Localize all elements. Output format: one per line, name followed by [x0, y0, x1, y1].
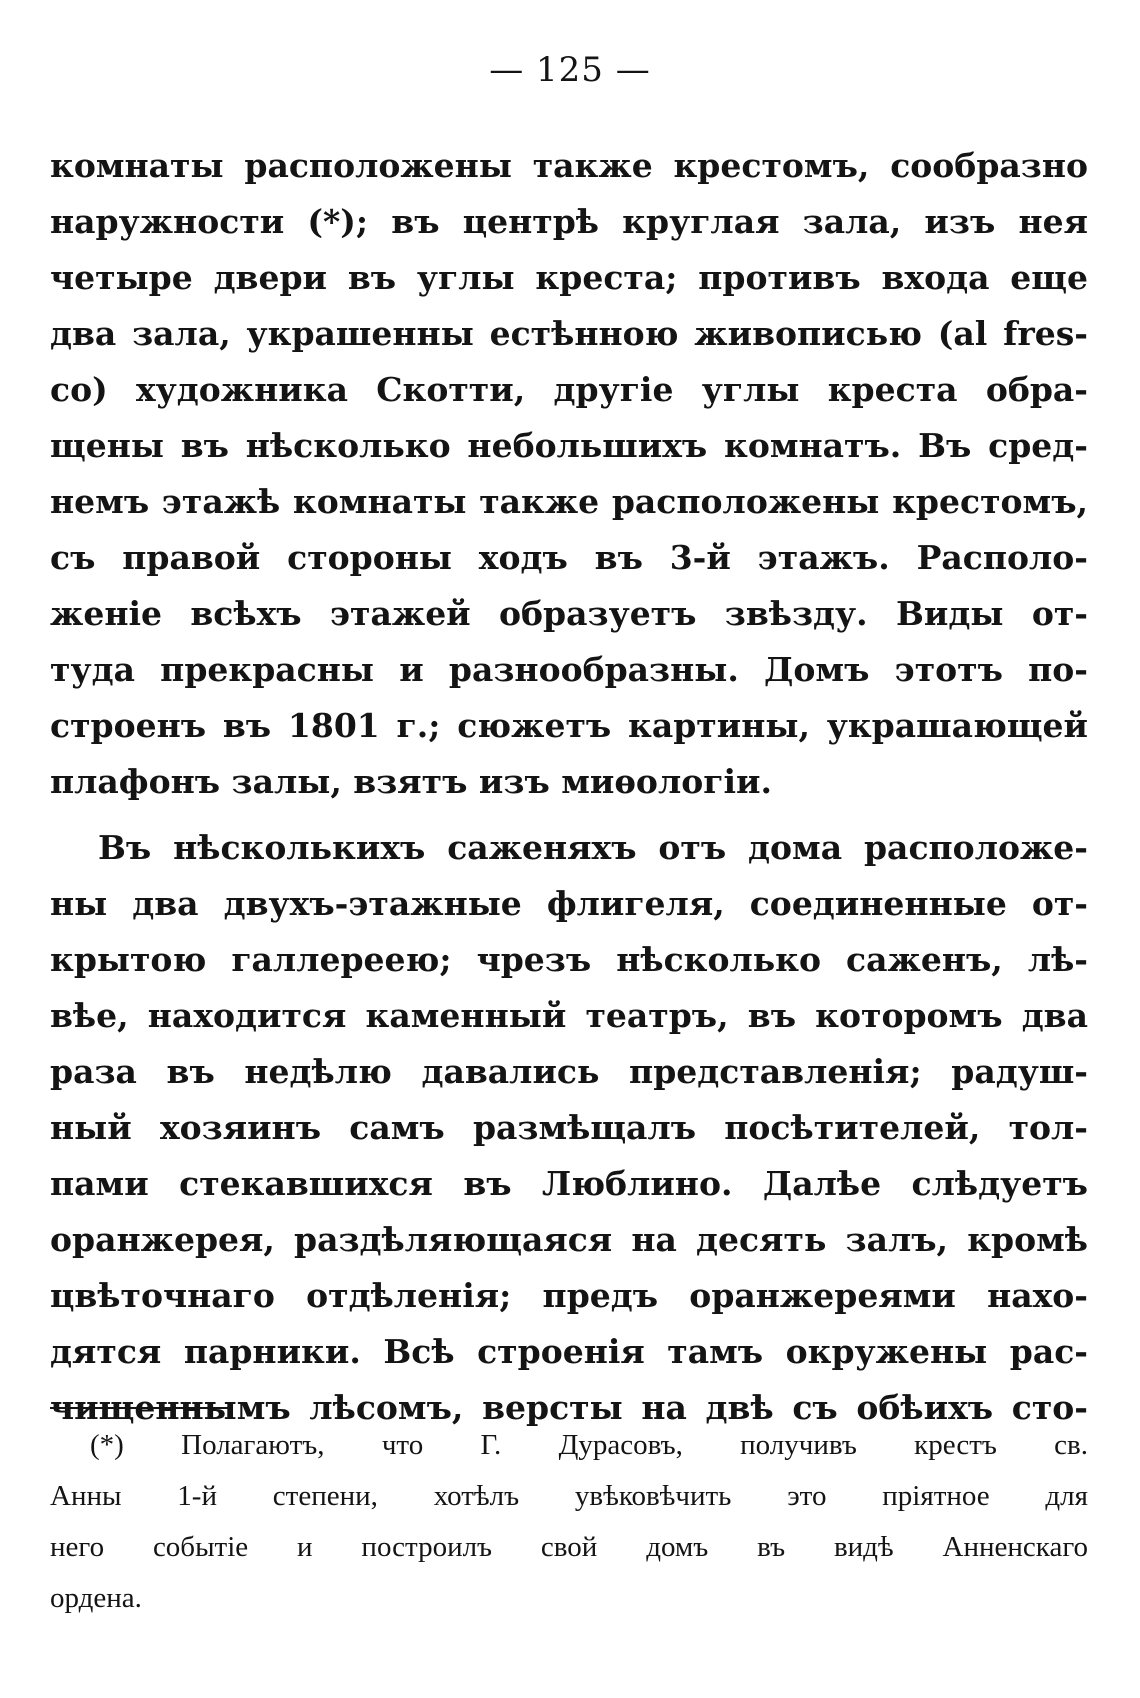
text-line: два зала, украшенны естѣнною живописью (al fres-	[50, 314, 1088, 353]
text-line: плафонъ залы, взятъ изъ миѳологіи.	[50, 762, 772, 801]
footnote-rule	[50, 1407, 232, 1409]
main-text	[50, 138, 1088, 1436]
page-number: — 125 —	[489, 50, 651, 90]
footnote-line: него событіе и построилъ свой домъ въ видѣ Анненскаго	[50, 1531, 1088, 1563]
text-line: раза въ недѣлю давались представленія; радуш-	[50, 1052, 1088, 1091]
text-line: наружности (*); въ центрѣ круглая зала, изъ нея	[50, 202, 1088, 241]
text-line: туда прекрасны и разнообразны. Домъ этотъ по-	[50, 650, 1088, 689]
text-line: крытою галлереею; чрезъ нѣсколько саженъ, лѣ-	[50, 940, 1088, 979]
text-line: немъ этажѣ комнаты также расположены крестомъ,	[50, 482, 1088, 521]
text-line: женіе всѣхъ этажей образуетъ звѣзду. Виды от-	[50, 594, 1088, 633]
footnote-line: (*) Полагаютъ, что Г. Дурасовъ, получивъ крестъ св.	[90, 1429, 1088, 1461]
text-line: ный хозяинъ самъ размѣщалъ посѣтителей, тол-	[50, 1108, 1088, 1147]
footnote-line: Анны 1-й степени, хотѣлъ увѣковѣчить это пріятное для	[50, 1480, 1088, 1512]
text-line: цвѣточнаго отдѣленія; предъ оранжереями нахо-	[50, 1276, 1088, 1315]
footnote	[50, 1420, 1088, 1624]
paragraph-1	[50, 138, 1088, 810]
text-line: строенъ въ 1801 г.; сюжетъ картины, украшающей	[50, 706, 1088, 745]
footnote-line: ордена.	[50, 1582, 142, 1614]
text-line: Въ нѣсколькихъ саженяхъ отъ дома расположе-	[98, 828, 1088, 867]
text-line: щены въ нѣсколько небольшихъ комнатъ. Въ сред-	[50, 426, 1088, 465]
text-line: ны два двухъ-этажные флигеля, соединенные от-	[50, 884, 1088, 923]
text-line: чищеннымъ лѣсомъ, версты на двѣ съ обѣихъ сто-	[50, 1388, 1088, 1427]
text-line: комнаты расположены также крестомъ, сообразно	[50, 146, 1088, 185]
text-line: вѣе, находится каменный театръ, въ которомъ два	[50, 996, 1088, 1035]
paragraph-2	[50, 820, 1088, 1436]
paragraph-gap	[50, 810, 1088, 820]
text-line: оранжерея, раздѣляющаяся на десять залъ, кромѣ	[50, 1220, 1088, 1259]
text-line: четыре двери въ углы креста; противъ входа еще	[50, 258, 1088, 297]
text-line: пами стекавшихся въ Люблино. Далѣе слѣдуетъ	[50, 1164, 1088, 1203]
text-line: co) художника Скотти, другіе углы креста обра-	[50, 370, 1088, 409]
text-line: съ правой стороны ходъ въ 3-й этажъ. Располо-	[50, 538, 1088, 577]
text-line: дятся парники. Всѣ строенія тамъ окружены рас-	[50, 1332, 1088, 1371]
